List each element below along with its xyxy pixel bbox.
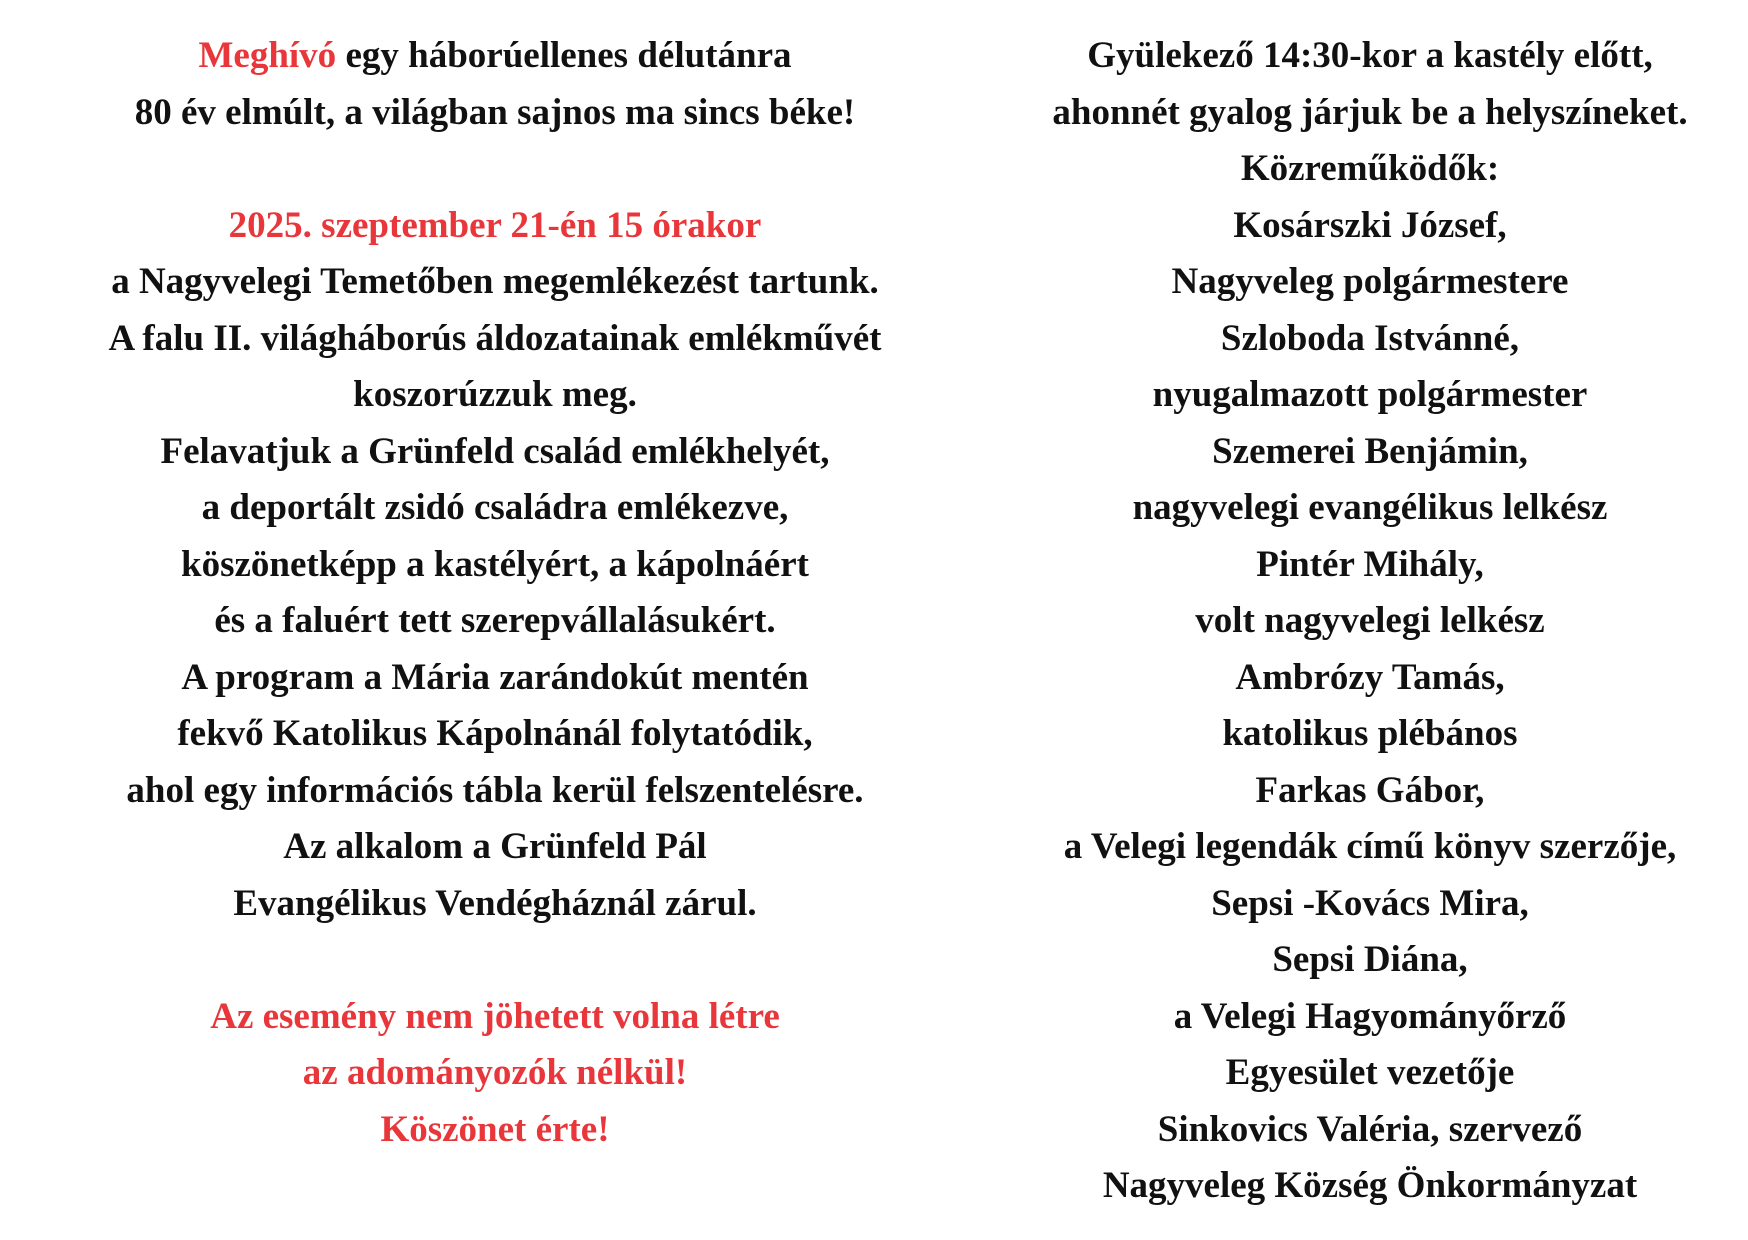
body-line: a Nagyvelegi Temetőben megemlékezést tartunk.	[111, 261, 879, 302]
spacer	[30, 141, 960, 198]
contributors-heading: Közreműködők:	[1240, 148, 1500, 189]
invitation-title-highlight: Meghívó	[198, 35, 337, 76]
contributor-line: a Velegi legendák című könyv szerzője,	[1063, 826, 1677, 867]
contributor-line: Szemerei Benjámin,	[1212, 430, 1528, 472]
body-line: köszönetképp a kastélyért, a kápolnáért	[181, 543, 809, 585]
body-line: koszorúzzuk meg.	[353, 374, 637, 415]
contributor-line: Egyesület vezetője	[1225, 1052, 1515, 1093]
event-date: 2025. szeptember 21-én 15 órakor	[228, 204, 762, 246]
body-line: Az alkalom a Grünfeld Pál	[283, 826, 707, 867]
invitation-title-rest: egy háborúellenes délutánra	[336, 35, 792, 76]
body-line: Evangélikus Vendégháznál zárul.	[233, 882, 757, 924]
invitation-left-column	[30, 28, 960, 1158]
body-line: és a faluért tett szerepvállalásukért.	[214, 600, 776, 641]
organizer-line: Nagyveleg Község Önkormányzat	[1102, 1165, 1638, 1206]
contributor-line: a Velegi Hagyományőrző	[1173, 995, 1567, 1037]
contributor-line: Farkas Gábor,	[1255, 769, 1485, 811]
contributor-line: Szloboda Istvánné,	[1220, 317, 1520, 359]
contributor-line: Sepsi Diána,	[1272, 939, 1468, 980]
thanks-line: Az esemény nem jöhetett volna létre	[210, 995, 780, 1037]
invitation-right-column	[1000, 28, 1740, 1215]
contributor-line: Sepsi -Kovács Mira,	[1211, 882, 1529, 924]
body-line: A falu II. világháborús áldozatainak emlékművét	[108, 317, 882, 359]
contributor-line: nyugalmazott polgármester	[1152, 374, 1588, 415]
body-line: fekvő Katolikus Kápolnánál folytatódik,	[177, 713, 813, 754]
spacer	[30, 932, 960, 989]
contributor-line: Ambrózy Tamás,	[1235, 656, 1505, 698]
body-line: ahol egy információs tábla kerül felszentelésre.	[126, 769, 864, 811]
contributor-line: Sinkovics Valéria, szervező	[1157, 1108, 1583, 1150]
thanks-line: Köszönet érte!	[380, 1108, 610, 1150]
invitation-title	[30, 28, 960, 85]
thanks-line: az adományozók nélkül!	[302, 1052, 688, 1093]
body-line: a deportált zsidó családra emlékezve,	[201, 487, 789, 528]
gathering-line: Gyülekező 14:30-kor a kastély előtt,	[1087, 35, 1653, 76]
gathering-line: ahonnét gyalog járjuk be a helyszíneket.	[1052, 91, 1688, 133]
contributor-line: Kosárszki József,	[1233, 204, 1507, 246]
contributor-line: Nagyveleg polgármestere	[1171, 261, 1569, 302]
contributor-line: Pintér Mihály,	[1256, 543, 1484, 585]
contributor-line: volt nagyvelegi lelkész	[1195, 600, 1545, 641]
body-line: A program a Mária zarándokút mentén	[181, 656, 809, 698]
invitation-subtitle: 80 év elmúlt, a világban sajnos ma sincs béke!	[134, 91, 856, 133]
contributor-line: nagyvelegi evangélikus lelkész	[1132, 487, 1608, 528]
body-line: Felavatjuk a Grünfeld család emlékhelyét,	[160, 430, 830, 472]
contributor-line: katolikus plébános	[1222, 713, 1518, 754]
